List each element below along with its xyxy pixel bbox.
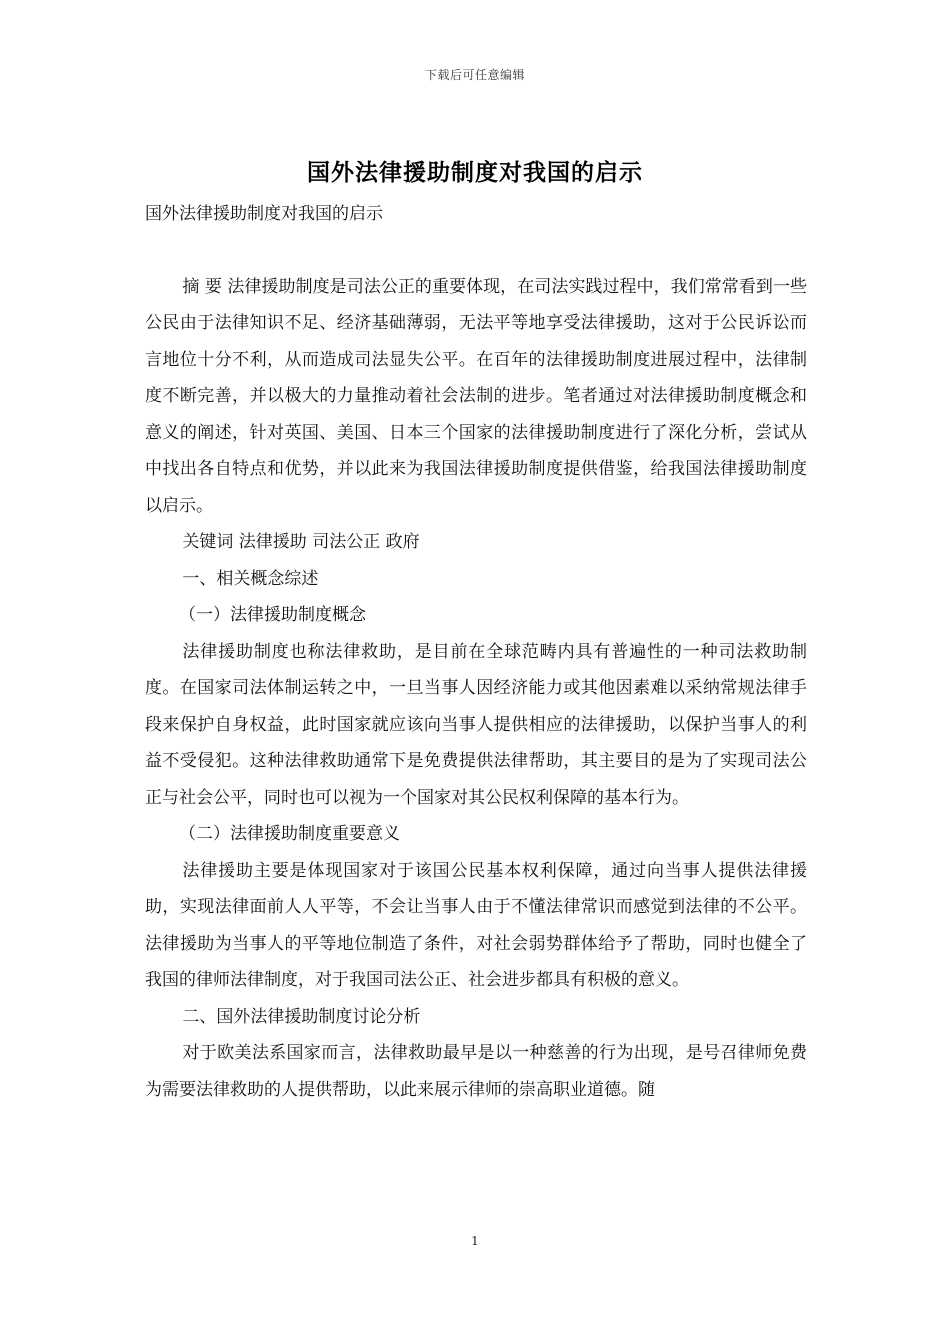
body-paragraph: 法律援助制度也称法律救助，是目前在全球范畴内具有普遍性的一种司法救助制度。在国家司法体制运转之中，一旦当事人因经济能力或其他因素难以采纳常规法律手段来保护自身权益，此时国家就应该向当事人提供相应的法律援助，以保护当事人的利益不受侵犯。这种法律救助通常下是免费提供法律帮助，其主要目的是为了实现司法公正与社会公平，同时也可以视为一个国家对其公民权利保障的基本行为。 xyxy=(145,641,807,808)
document-body xyxy=(145,196,807,1108)
header-note: 下载后可任意编辑 xyxy=(424,68,525,82)
document-subtitle: 国外法律援助制度对我国的启示 xyxy=(145,204,383,224)
section-heading-1: 一、相关概念综述 xyxy=(182,568,319,589)
subsection-heading-1-1: （一）法律援助制度概念 xyxy=(179,605,366,625)
keywords-line: 关键词 法律援助 司法公正 政府 xyxy=(182,532,420,552)
subsection-heading-1-2: （二）法律援助制度重要意义 xyxy=(179,824,400,844)
body-paragraph: 对于欧美法系国家而言，法律救助最早是以一种慈善的行为出现，是号召律师免费为需要法律救助的人提供帮助，以此来展示律师的崇高职业道德。随 xyxy=(145,1043,807,1100)
abstract-paragraph: 摘 要 法律援助制度是司法公正的重要体现，在司法实践过程中，我们常常看到一些公民由于法律知识不足、经济基础薄弱，无法平等地享受法律援助，这对于公民诉讼而言地位十分不利，从而造成司法显失公平。在百年的法律援助制度进展过程中，法律制度不断完善，并以极大的力量推动着社会法制的进步。笔者通过对法律援助制度概念和意义的阐述，针对英国、美国、日本三个国家的法律援助制度进行了深化分析，尝试从中找出各自特点和优势，并以此来为我国法律援助制度提供借鉴，给我国法律援助制度以启示。 xyxy=(145,276,807,516)
section-heading-2: 二、国外法律援助制度讨论分析 xyxy=(182,1006,421,1027)
body-paragraph: 法律援助主要是体现国家对于该国公民基本权利保障，通过向当事人提供法律援助，实现法律面前人人平等，不会让当事人由于不懂法律常识而感觉到法律的不公平。法律援助为当事人的平等地位制造了条件，对社会弱势群体给予了帮助，同时也健全了我国的律师法律制度，对于我国司法公正、社会进步都具有积极的意义。 xyxy=(145,860,807,990)
page-number: 1 xyxy=(471,1234,479,1248)
document-title: 国外法律援助制度对我国的启示 xyxy=(307,159,643,186)
